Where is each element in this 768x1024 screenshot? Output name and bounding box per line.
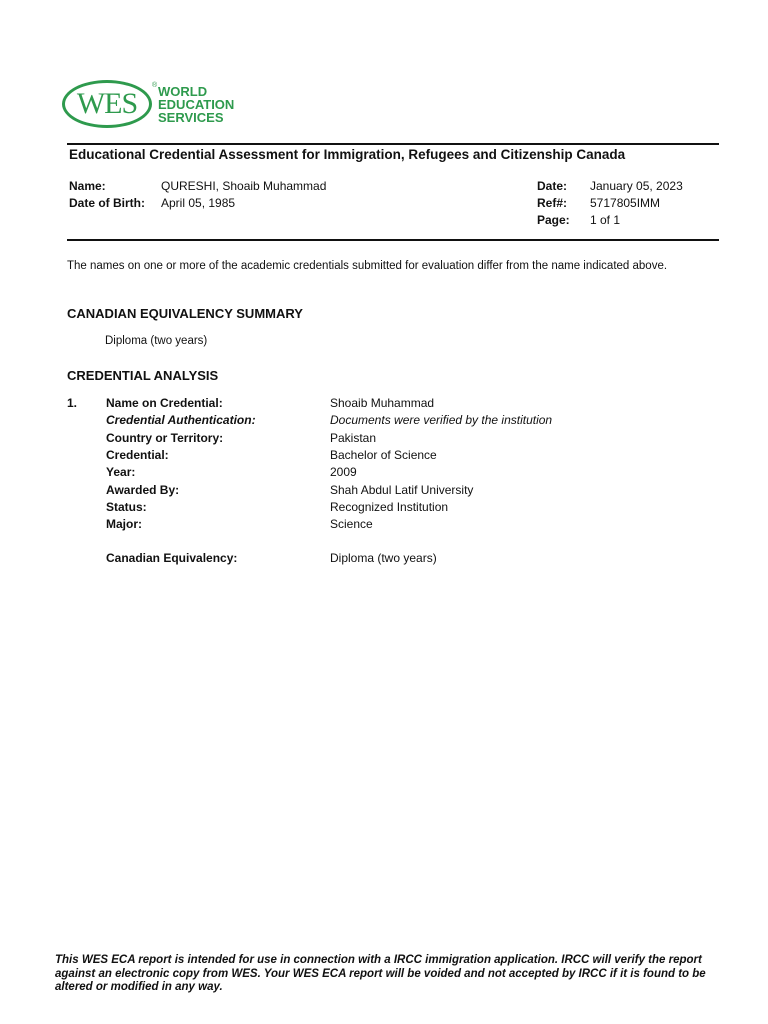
wes-logo bbox=[62, 80, 262, 132]
credential-analysis-heading: CREDENTIAL ANALYSIS bbox=[67, 368, 219, 383]
ref-label: Ref#: bbox=[537, 196, 568, 210]
country-label: Country or Territory: bbox=[106, 431, 224, 445]
canadian-equivalency-label: Canadian Equivalency: bbox=[106, 551, 238, 565]
wes-logo-oval bbox=[62, 80, 152, 128]
awarded-by-value: Shah Abdul Latif University bbox=[330, 483, 474, 497]
credential-label: Credential: bbox=[106, 448, 169, 462]
wes-logo-mark: WES bbox=[76, 87, 138, 120]
credential-number: 1. bbox=[67, 396, 78, 410]
name-label: Name: bbox=[69, 179, 106, 193]
logo-word-services: SERVICES bbox=[158, 110, 224, 125]
major-value: Science bbox=[330, 517, 373, 531]
ref-value: 5717805IMM bbox=[590, 196, 661, 210]
equivalency-summary-heading: CANADIAN EQUIVALENCY SUMMARY bbox=[67, 306, 303, 321]
year-value: 2009 bbox=[330, 465, 357, 479]
logo-word-education: EDUCATION bbox=[158, 97, 235, 112]
awarded-by-label: Awarded By: bbox=[106, 483, 180, 497]
country-value: Pakistan bbox=[330, 431, 377, 445]
footer-disclaimer: This WES ECA report is intended for use in connection with a IRCC immigration application. IRCC will verify the report against an electronic copy from WES. Your WES ECA report will be voided and not accepted by IRCC if it is found to be altered or modified in any way. bbox=[55, 954, 706, 993]
registered-mark: ® bbox=[152, 82, 158, 89]
page-value: 1 of 1 bbox=[590, 213, 621, 227]
date-label: Date: bbox=[537, 179, 568, 193]
date-value: January 05, 2023 bbox=[590, 179, 683, 193]
name-value: QURESHI, Shoaib Muhammad bbox=[161, 179, 327, 193]
credential-authentication-value: Documents were verified by the institution bbox=[330, 413, 553, 427]
name-on-credential-label: Name on Credential: bbox=[106, 396, 223, 410]
dob-value: April 05, 1985 bbox=[161, 196, 236, 210]
name-on-credential-value: Shoaib Muhammad bbox=[330, 396, 435, 410]
header-top-rule bbox=[67, 143, 719, 145]
dob-label: Date of Birth: bbox=[69, 196, 145, 210]
document-title: Educational Credential Assessment for Immigration, Refugees and Citizenship Canada bbox=[69, 147, 626, 162]
logo-word-world: WORLD bbox=[158, 84, 208, 99]
credential-authentication-label: Credential Authentication: bbox=[106, 413, 256, 427]
header-bottom-rule bbox=[67, 239, 719, 241]
year-label: Year: bbox=[106, 465, 136, 479]
canadian-equivalency-value: Diploma (two years) bbox=[330, 551, 437, 565]
page-label: Page: bbox=[537, 213, 570, 227]
wes-logo-words bbox=[158, 85, 234, 124]
credential-value: Bachelor of Science bbox=[330, 448, 437, 462]
status-label: Status: bbox=[106, 500, 147, 514]
equivalency-summary-value: Diploma (two years) bbox=[105, 335, 208, 347]
major-label: Major: bbox=[106, 517, 142, 531]
status-value: Recognized Institution bbox=[330, 500, 449, 514]
name-discrepancy-notice: The names on one or more of the academic credentials submitted for evaluation differ from the name indicated above. bbox=[67, 260, 668, 272]
